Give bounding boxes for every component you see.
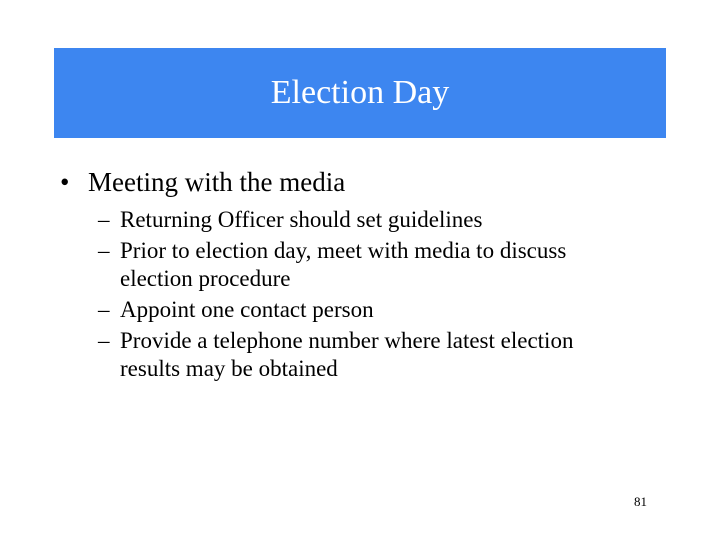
dash-marker: – — [98, 328, 110, 353]
page-number: 81 — [634, 494, 647, 509]
sub-bullet-list — [98, 206, 618, 386]
main-bullet — [60, 165, 345, 199]
sub-bullet-text: Returning Officer should set guidelines — [120, 207, 483, 232]
dash-marker: – — [98, 238, 110, 263]
slide-title: Election Day — [270, 74, 450, 111]
sub-bullet-text: Prior to election day, meet with media to discuss election procedure — [120, 238, 567, 291]
sub-bullet-item — [98, 206, 618, 234]
sub-bullet-item — [98, 327, 618, 383]
title-banner — [54, 48, 666, 138]
sub-bullet-item — [98, 296, 618, 324]
bullet-marker: • — [60, 167, 70, 197]
sub-bullet-text: Provide a telephone number where latest election results may be obtained — [120, 328, 574, 381]
sub-bullet-item — [98, 237, 618, 293]
main-bullet-text: Meeting with the media — [88, 167, 346, 197]
dash-marker: – — [98, 297, 110, 322]
dash-marker: – — [98, 207, 110, 232]
sub-bullet-text: Appoint one contact person — [120, 297, 374, 322]
